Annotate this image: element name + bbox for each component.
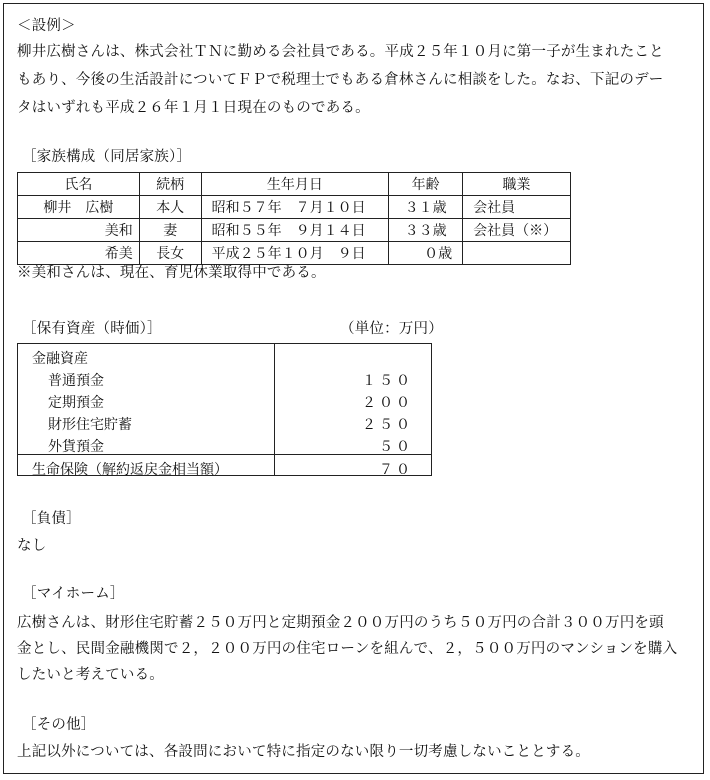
debt-text: なし — [17, 538, 47, 554]
home-line-3: したいと考えている。 — [17, 667, 164, 683]
intro-line-1: 柳井広樹さんは、株式会社ＴＮに勤める会社員である。平成２５年１０月に第一子が生まれたこと — [17, 44, 664, 60]
insurance-label: 生命保険（解約返戻金相当額） — [32, 462, 228, 478]
other-text: 上記以外については、各設問において特に指定のない限り一切考慮しないこととする。 — [17, 744, 591, 760]
assets-table — [17, 343, 432, 476]
cell-name: 柳井 広樹 — [18, 196, 140, 219]
cell-relation: 長女 — [139, 242, 201, 265]
header-relation: 続柄 — [139, 173, 201, 196]
home-line-1: 広樹さんは、財形住宅貯蓄２５０万円と定期預金２００万円のうち５０万円の合計３００万円を頭 — [17, 615, 664, 631]
asset-item-label: 定期預金 — [48, 395, 104, 411]
financial-assets-label: 金融資産 — [32, 351, 88, 367]
other-heading: ［その他］ — [22, 717, 96, 733]
debt-heading: ［負債］ — [22, 511, 81, 527]
cell-occupation: 会社員 — [463, 196, 571, 219]
header-birthdate: 生年月日 — [201, 173, 389, 196]
setting-title: ＜設例＞ — [17, 18, 76, 34]
intro-line-3: タはいずれも平成２６年１月１日現在のものである。 — [17, 100, 370, 116]
cell-name: 美和 — [18, 219, 140, 242]
cell-occupation: 会社員（※） — [463, 219, 571, 242]
cell-birthdate: 昭和５５年 ９月１４日 — [201, 219, 389, 242]
cell-age: ３１歳 — [389, 196, 463, 219]
cell-occupation — [463, 242, 571, 265]
assets-unit: （単位：万円） — [340, 321, 443, 337]
family-note: ※美和さんは、現在、育児休業取得中である。 — [17, 265, 326, 281]
header-age: 年齢 — [389, 173, 463, 196]
cell-birthdate: 平成２５年１０月 ９日 — [201, 242, 389, 265]
header-occupation: 職業 — [463, 173, 571, 196]
asset-item-value: ２００ — [362, 395, 413, 411]
table-row — [18, 219, 571, 242]
cell-age: ０歳 — [389, 242, 463, 265]
asset-item-label: 財形住宅貯蓄 — [48, 417, 132, 433]
cell-relation: 妻 — [139, 219, 201, 242]
home-heading: ［マイホーム］ — [22, 586, 125, 602]
asset-item-value: ２５０ — [362, 417, 413, 433]
family-table — [17, 172, 571, 265]
asset-item-value: ５０ — [379, 439, 413, 455]
home-line-2: 金とし、民間金融機関で２，２００万円の住宅ローンを組んで、２，５００万円のマンションを購入 — [17, 641, 678, 657]
family-heading: ［家族構成（同居家族）］ — [22, 149, 192, 165]
asset-item-label: 普通預金 — [48, 373, 104, 389]
cell-age: ３３歳 — [389, 219, 463, 242]
cell-birthdate: 昭和５７年 ７月１０日 — [201, 196, 389, 219]
asset-item-value: １５０ — [362, 373, 413, 389]
cell-name: 希美 — [18, 242, 140, 265]
assets-column-divider — [274, 344, 275, 475]
table-row — [18, 242, 571, 265]
header-name: 氏名 — [18, 173, 140, 196]
cell-relation: 本人 — [139, 196, 201, 219]
intro-line-2: もあり、今後の生活設計についてＦＰで税理士でもある倉林さんに相談をした。なお、下記のデー — [17, 72, 664, 88]
assets-heading: ［保有資産（時価）］ — [22, 321, 162, 337]
table-header-row — [18, 173, 571, 196]
asset-item-label: 外貨預金 — [48, 439, 104, 455]
insurance-value: ７０ — [379, 462, 413, 478]
table-row — [18, 196, 571, 219]
